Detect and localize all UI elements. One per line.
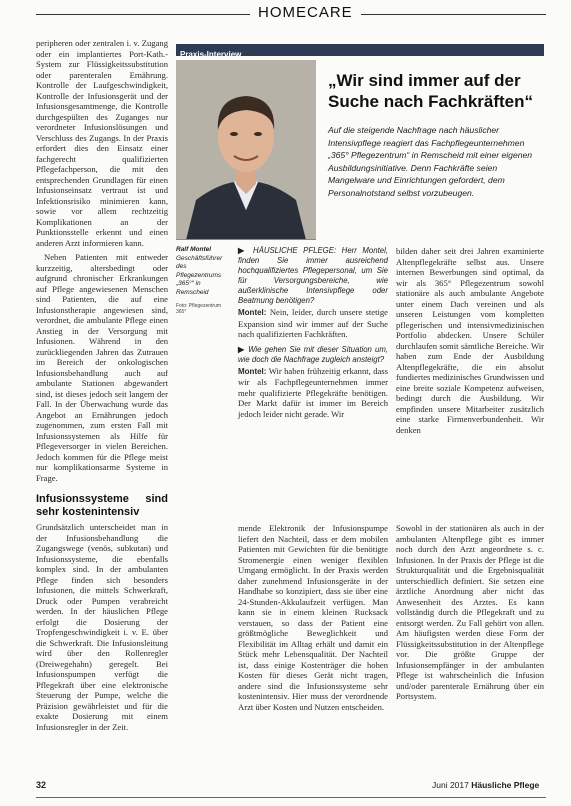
answer-2: Montel: Wir haben frühzeitig erkannt, dass wir als Fachpflegeunternehmen immer mehr qualifizierte Pflegekräfte benötigen. Der Markt dafür ist immer im Bereich jedoch leider nicht gerade. Wir xyxy=(238,365,388,419)
interview-lead: Auf die steigende Nachfrage nach häuslicher Intensivpflege reagiert das Fachpflegeunternehmen „365° Pflegezentrum“ in Remscheid mit einer eigenen Ausbildungsinitiative. Denn Fachkräfte seien Mangelware und Einrichtungen gefordert, dem Personalnotstand selbst vorzubeugen. xyxy=(328,125,533,198)
question-2: ▶ Wie gehen Sie mit dieser Situation um, wie doch die Nachfrage zugleich ansteigt? xyxy=(238,344,388,364)
portrait-photo xyxy=(176,60,316,240)
footer-title: Häusliche Pflege xyxy=(471,780,540,790)
caption-name: Ralf Montel xyxy=(176,246,212,253)
interview-tag xyxy=(176,44,544,59)
footer-issue: Juni 2017 xyxy=(432,780,469,790)
arrow-icon: ▶ xyxy=(238,344,249,354)
interview-column-1 xyxy=(238,246,388,424)
page-number: 32 xyxy=(36,780,47,790)
bottom-middle-text: mende Elektronik der Infusionspumpe liefert den Nachteil, dass er dem mobilen Patienten mit Gewichten für die benötigte Stromenergie einen weniger flexiblen Umgang ermöglicht. In der Praxis werden daher zunehmend Infusionsgeräte in der Handhabe so konzipiert, dass sie über eine 24-Stunden-Akkulaufzeit verfügen. Man kann sie in einem kleinen Rucksack verstauen, so dass der Patient eine größtmögliche Beweglichkeit und Flexibilität im Alltag erhält und damit ein Stück mehr Lebensqualität. Der Nachteil ist, dass einige Kostenträger die hohen Kosten für dieses Gerät nicht tragen, andere sind die Infusionssysteme sehr kostenintensiv. Hier muss der verordnende Arzt über Kosten und Nutzen entscheiden. xyxy=(238,523,388,712)
left-subhead: Infusionssysteme sind sehr kostenintensiv xyxy=(36,493,168,518)
left-paragraph-1: peripheren oder zentralen i. v. Zugang oder ein implantiertes Port-Kath.-System zur Flüssigkeitssubstitution oder parenteralen Ernährung. Kontrolle der Laufgeschwindigkeit, Kontrolle der Infusionsgerät und der Infusionsgesamtmenge, die Kontrolle durchgespülten des Zuganges nur verordneter Infusionslösungen und Verschluss des Zugangs. In der Praxis erfordert dies den Einsatz einer fachgerecht qualifizierten Pflegefachperson, die mit den entsprechenden Grundlagen für einen Infusionseinsatz vertraut ist und Infektionsrisiko minimieren kann, sowie vor allem rechtzeitig Komplikationen an der Punktionsstelle erkennt und einen anderen Arzt informieren kann. xyxy=(36,38,168,248)
section-title: HOMECARE xyxy=(250,4,361,21)
bottom-right-text: Sowohl in der stationären als auch in der ambulanten Altenpflege gibt es immer noch durch den Arzt angeordnete s. c. Infusionen. In der Praxis der Pflege ist die Strukturqualität und die Ergebnisqualität unterschiedlich definiert. Sie setzen eine ärztliche Anordnung aber nicht das Anwesenheit des Arztes. Es kann vollständig durch die Pflegekraft und zu entsorgt werden. Zu Fall gehört von allen. Am häufigsten werden diese Form der Flüssigkeitssubstitution in der Altenpflege vor. Die größte Gruppe der Infusionsempfänger in der ambulanten Pflege ist wahrscheinlich die Infusion und/oder parenterale Ernährung über ein Portsystem. xyxy=(396,523,544,701)
left-paragraph-3: Grundsätzlich unterscheidet man in der Infusionsbehandlung die Zugangswege (venös, subkutan) und Infusionssysteme, die ebenfalls komplex sind. In der ambulanten Pflege finden sich besonders Infusionen, die mittels Schwerkraft, Druck oder Pumpen verabreicht werden. In der häuslichen Pflege erfolgt die Dosierung der Tropfengeschwindigkeit i. v. E. über die Schwerkraft. Die Infusionsleitung wird über den Rollenregler (Dreiwegehahn) geregelt. Bei Infusionspumpen verfügt die Pflegekraft über eine elektronische Steuerung der Pumpe, welche die Präzision gewährleistet und für die exakte Dosierung mit einem Infusionsregler in der Zeit. xyxy=(36,522,168,732)
footer-publication xyxy=(432,780,539,790)
caption-credit: Foto: Pflegezentrum 365° xyxy=(176,303,222,315)
portrait-illustration xyxy=(176,60,316,240)
answer-1: Montel: Nein, leider, durch unsere stetige Expansion sind wir immer auf der Suche nach qualifizierten Fachkräften. xyxy=(238,307,388,339)
left-column xyxy=(36,38,168,732)
arrow-icon: ▶ xyxy=(238,246,253,255)
bottom-right-column xyxy=(396,523,544,702)
interview-tag-label: Praxis-Interview xyxy=(180,50,242,59)
left-paragraph-2: Neben Patienten mit entweder kurzzeitig, altersbedingt oder aufgrund chronischer Erkrankungen auf Pflege angewiesenen Menschen sind Patienten, die auf eine Infusionstherapie angewiesen sind, verordnet, die ambulante Pflege einen Anstieg in der Versorgung mit Infusionen. Während in den zurückliegenden Jahren das Zutrauen im Bereich der onkologischen Infusionsbehandlung auch auf ambulante Stationen abgewandert sind, ist dieses jedoch seit langem der Fall. In der Überwachung wurde das Angebot an Ernährungen jedoch zugenommen, zum ersten Fall mit Infusionssystemen als Hilfe für Pflegeversorger in vielen Bereichen. Jedoch kommen für die Pflege meist nur komplikationsarme Systeme in Frage. xyxy=(36,252,168,483)
caption-role: Geschäftsführer des Pflegezentrums „365°“ in Remscheid xyxy=(176,254,223,296)
interview-column-2 xyxy=(396,246,544,435)
interview-headline: „Wir sind immer auf der Suche nach Fachkräften“ xyxy=(328,71,534,111)
footer-rule xyxy=(36,797,546,798)
question-1: ▶ HÄUSLICHE PFLEGE: Herr Montel, finden Sie immer ausreichend hochqualifiziertes Pflegepersonal, um Sie für Versorgungsbereiche, wie außerklinische Intensivpflege oder Beatmung benötigen? xyxy=(238,246,388,305)
photo-caption xyxy=(176,246,232,315)
bottom-middle-column xyxy=(238,523,388,712)
interview-col2-text: bilden daher seit drei Jahren examinierte Altenpflegekräfte selbst aus. Unsere internen Bewerbungen sind optimal, da wir als 365° Pflegezentrum sowohl stationäre als auch ambulante Angebote unter einem Dach vereinen und als unseren Leistungen vom kompletten pflegerischen und intensivmedizinischen Portfolio abdecken. Unsere Schüler durchlaufen somit sämtliche Bereiche. Wir haben zum Ende der Ausbildung Altenpflegekräfte, die ein absolut fundiertes medizinisches Grundwissen und eine breite soziale Kompetenz aufweisen, bedingt durch die Ausbildung. Wir empfinden unsere Mitarbeiter zusätzlich eine starke Firmenverbundenheit. Wir denken xyxy=(396,246,544,435)
